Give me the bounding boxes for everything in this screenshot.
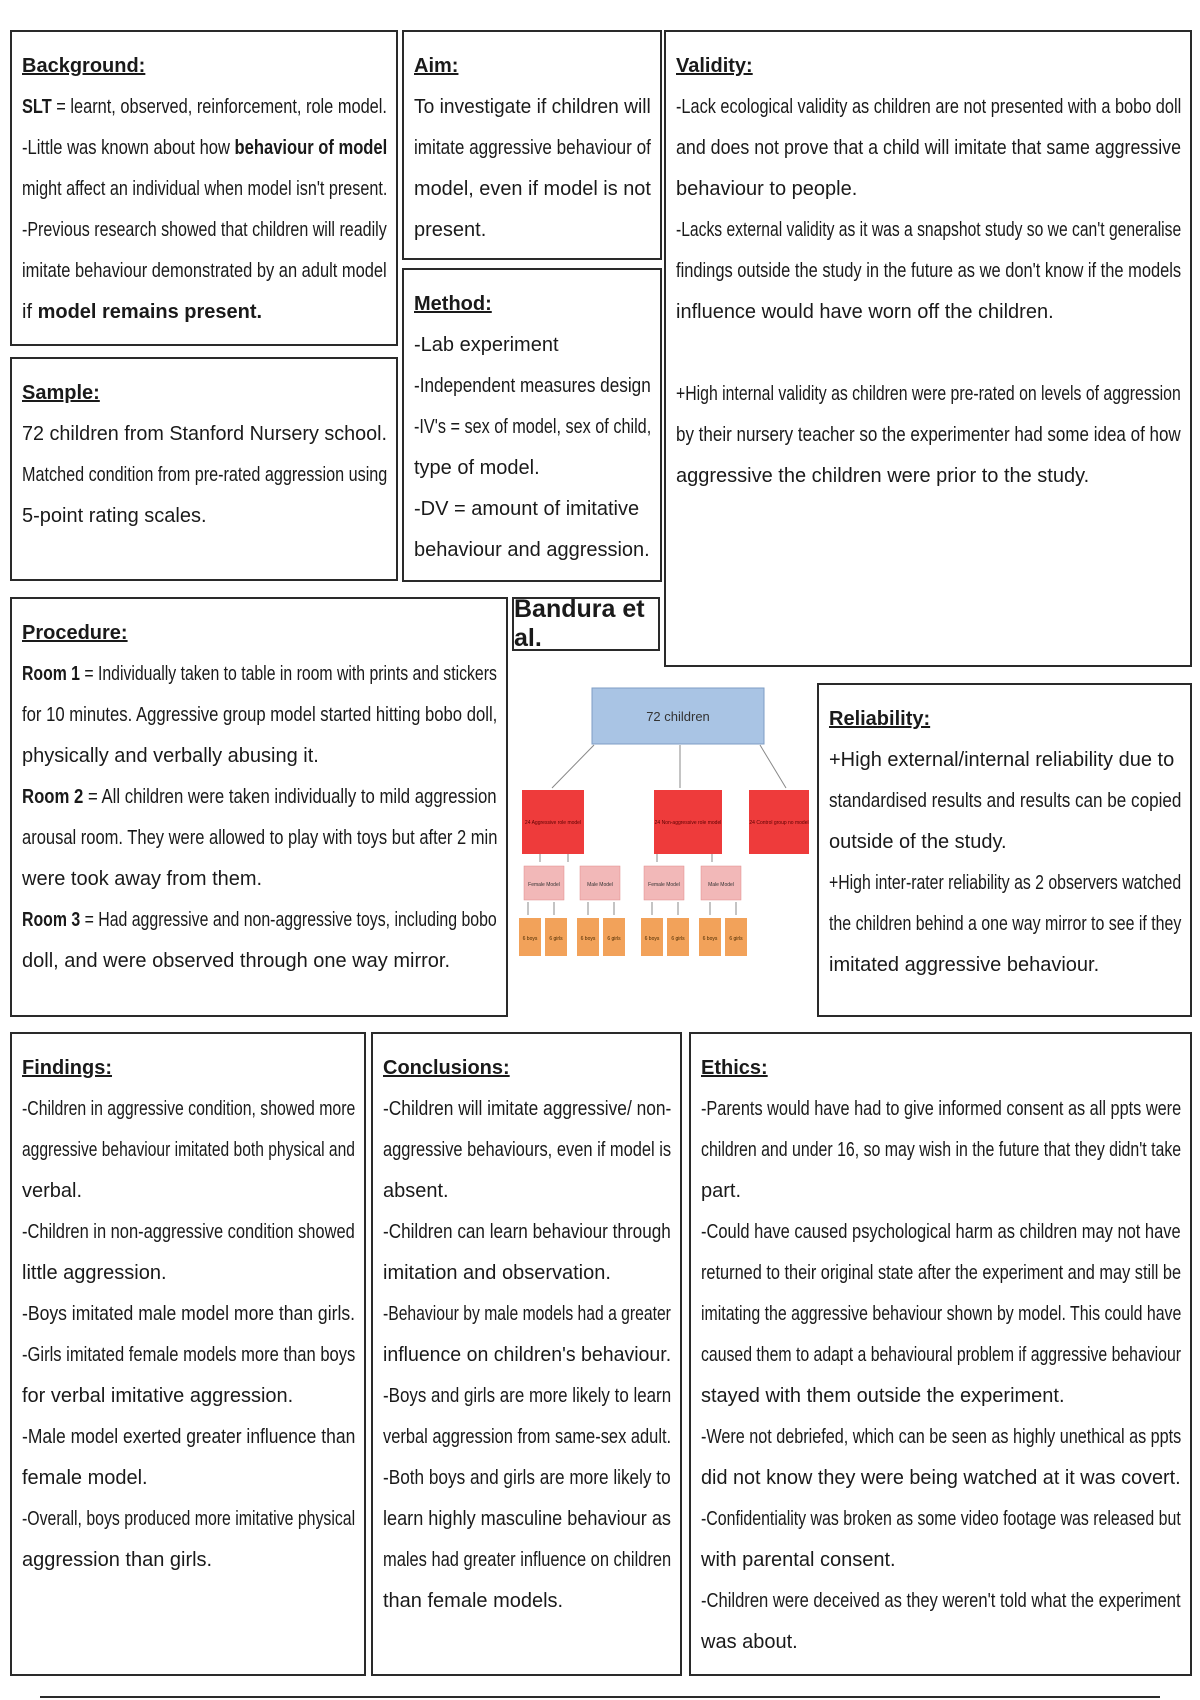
conclusions-line: than female models.: [383, 1590, 564, 1612]
ethics-line: -Were not debriefed, which can be seen as highly unethical as ppts: [701, 1426, 1182, 1448]
findings-line: -Children in non-aggressive condition showed: [22, 1221, 355, 1243]
conclusions-line: -Boys and girls are more likely to learn: [383, 1385, 672, 1407]
sample-line: 5-point rating scales.: [22, 505, 207, 527]
procedure-line: were took away from them.: [22, 868, 263, 890]
diagram-leaf-label: 6 girls: [607, 936, 621, 942]
diagram-leaf-label: 6 boys: [580, 936, 596, 942]
findings-line: for verbal imitative aggression.: [22, 1385, 294, 1407]
reliability-line: standardised results and results can be copied: [829, 790, 1182, 812]
findings-line: aggressive behaviour imitated both physical and: [22, 1139, 355, 1161]
procedure-line: arousal room. They were allowed to play with toys but after 2 min: [22, 827, 498, 849]
ethics-line: did not know they were being watched at it was covert.: [701, 1467, 1181, 1489]
ethics-line: imitating the aggressive behaviour shown by model. This could have: [701, 1303, 1182, 1325]
procedure-line: Room 1 = Individually taken to table in room with prints and stickers: [22, 663, 497, 685]
sample-line: Matched condition from pre-rated aggression using: [22, 464, 388, 486]
aim-line: present.: [414, 219, 487, 241]
findings-line: -Children in aggressive condition, showed more: [22, 1098, 356, 1120]
conclusions-line: influence on children's behaviour.: [383, 1344, 672, 1366]
ethics-box: [689, 1032, 1192, 1676]
diagram-root-label: 72 children: [646, 709, 710, 724]
conclusions-line: -Children will imitate aggressive/ non-: [383, 1098, 672, 1120]
ethics-line: -Children were deceived as they weren't told what the experiment: [701, 1590, 1181, 1612]
validity-line: -Lacks external validity as it was a snapshot study so we can't generalise: [676, 219, 1182, 241]
conclusions-line: -Behaviour by male models had a greater: [383, 1303, 671, 1325]
procedure-line: for 10 minutes. Aggressive group model started hitting bobo doll,: [22, 704, 498, 726]
findings-box: [10, 1032, 366, 1676]
ethics-line: was about.: [701, 1631, 798, 1653]
findings-line: aggression than girls.: [22, 1549, 213, 1571]
reliability-title: Reliability:: [829, 708, 931, 730]
reliability-line: +High inter-rater reliability as 2 observers watched: [829, 872, 1182, 894]
procedure-box: [10, 597, 508, 1017]
study-design-diagram: [512, 682, 812, 1022]
findings-line: -Male model exerted greater influence than: [22, 1426, 356, 1448]
diagram-group-label: 24 Control group no model: [749, 820, 809, 826]
findings-line: verbal.: [22, 1180, 83, 1202]
findings-line: -Boys imitated male model more than girls.: [22, 1303, 356, 1325]
procedure-line: physically and verbally abusing it.: [22, 745, 319, 767]
background-line: might affect an individual when model isn't present.: [22, 178, 388, 200]
ethics-line: -Parents would have had to give informed consent as all ppts were: [701, 1098, 1182, 1120]
background-line: if model remains present.: [22, 301, 263, 323]
method-box: [402, 268, 662, 582]
procedure-line: doll, and were observed through one way mirror.: [22, 950, 451, 972]
conclusions-line: absent.: [383, 1180, 449, 1202]
ethics-title: Ethics:: [701, 1057, 768, 1079]
background-title: Background:: [22, 55, 146, 77]
background-box: [10, 30, 398, 346]
aim-line: To investigate if children will: [414, 96, 651, 118]
findings-line: -Overall, boys produced more imitative physical: [22, 1508, 356, 1530]
method-line: -Independent measures design: [414, 375, 651, 397]
method-line: type of model.: [414, 457, 540, 479]
reliability-line: outside of the study.: [829, 831, 1007, 853]
conclusions-line: males had greater influence on children: [383, 1549, 672, 1571]
procedure-line: Room 2 = All children were taken individually to mild aggression: [22, 786, 497, 808]
diagram-sub-label: Male Model: [708, 882, 734, 888]
validity-line: +High internal validity as children were pre-rated on levels of aggression: [676, 383, 1181, 405]
validity-line: findings outside the study in the future as we don't know if the models: [676, 260, 1182, 282]
diagram-leaf-label: 6 girls: [549, 936, 563, 942]
validity-line: by their nursery teacher so the experimenter had some idea of how: [676, 424, 1181, 446]
aim-box: [402, 30, 662, 260]
validity-line: aggressive the children were prior to the study.: [676, 465, 1090, 487]
conclusions-line: -Both boys and girls are more likely to: [383, 1467, 671, 1489]
aim-line: model, even if model is not: [414, 178, 651, 200]
reliability-box: [817, 683, 1192, 1017]
diagram-group-label: 24 Aggressive role model: [524, 820, 582, 826]
conclusions-line: verbal aggression from same-sex adult.: [383, 1426, 672, 1448]
conclusions-title: Conclusions:: [383, 1057, 510, 1079]
room-2-label: Room 2: [22, 786, 84, 808]
diagram-leaf-label: 6 boys: [644, 936, 660, 942]
validity-line: and does not prove that a child will imitate that same aggressive: [676, 137, 1181, 159]
sample-box: [10, 357, 398, 581]
procedure-title: Procedure:: [22, 622, 128, 644]
background-line: imitate behaviour demonstrated by an adult model: [22, 260, 387, 282]
ethics-line: -Could have caused psychological harm as children may not have: [701, 1221, 1181, 1243]
method-line: -Lab experiment: [414, 334, 559, 356]
diagram-sub-label: Female Model: [648, 882, 680, 888]
findings-line: female model.: [22, 1467, 148, 1489]
bandura-label: Bandura et al.: [512, 597, 660, 651]
diagram-leaf-label: 6 boys: [522, 936, 538, 942]
procedure-line: Room 3 = Had aggressive and non-aggressive toys, including bobo: [22, 909, 497, 931]
diagram-group-label: 24 Non-aggressive role model: [654, 820, 722, 826]
validity-line: behaviour to people.: [676, 178, 858, 200]
reliability-line: imitated aggressive behaviour.: [829, 954, 1100, 976]
ethics-line: with parental consent.: [701, 1549, 896, 1571]
conclusions-line: aggressive behaviours, even if model is: [383, 1139, 672, 1161]
sample-line: 72 children from Stanford Nursery school.: [22, 423, 388, 445]
conclusions-box: [371, 1032, 682, 1676]
diagram-leaf-label: 6 girls: [671, 936, 685, 942]
conclusions-line: learn highly masculine behaviour as: [383, 1508, 671, 1530]
diagram-sub-label: Male Model: [587, 882, 613, 888]
page-bottom-rule: [40, 1696, 1160, 1698]
aim-title: Aim:: [414, 55, 459, 77]
method-title: Method:: [414, 293, 492, 315]
background-line: -Previous research showed that children will readily: [22, 219, 387, 241]
method-line: -IV's = sex of model, sex of child,: [414, 416, 652, 438]
ethics-line: -Confidentiality was broken as some video footage was released but: [701, 1508, 1181, 1530]
validity-line: -Lack ecological validity as children are not presented with a bobo doll: [676, 96, 1182, 118]
diagram-sub-label: Female Model: [528, 882, 560, 888]
method-line: behaviour and aggression.: [414, 539, 650, 561]
reliability-line: +High external/internal reliability due to: [829, 749, 1175, 771]
diagram-leaf-label: 6 girls: [729, 936, 743, 942]
validity-title: Validity:: [676, 55, 753, 77]
conclusions-line: -Children can learn behaviour through: [383, 1221, 671, 1243]
diagram-leaf-label: 6 boys: [702, 936, 718, 942]
validity-box: [664, 30, 1192, 667]
reliability-line: the children behind a one way mirror to see if they: [829, 913, 1182, 935]
ethics-line: returned to their original state after the experiment and may still be: [701, 1262, 1182, 1284]
findings-title: Findings:: [22, 1057, 112, 1079]
ethics-line: part.: [701, 1180, 742, 1202]
background-line: SLT = learnt, observed, reinforcement, role model.: [22, 96, 387, 118]
sample-title: Sample:: [22, 382, 100, 404]
slt-term: SLT: [22, 96, 52, 118]
ethics-line: caused them to adapt a behavioural problem if aggressive behaviour: [701, 1344, 1182, 1366]
findings-line: little aggression.: [22, 1262, 167, 1284]
diagram-leaves: [519, 918, 747, 956]
room-1-label: Room 1: [22, 663, 80, 685]
method-line: -DV = amount of imitative: [414, 498, 640, 520]
ethics-line: children and under 16, so may wish in the future that they didn't take: [701, 1139, 1182, 1161]
background-line: -Little was known about how behaviour of model: [22, 137, 388, 159]
aim-line: imitate aggressive behaviour of: [414, 137, 651, 159]
findings-line: -Girls imitated female models more than boys: [22, 1344, 356, 1366]
ethics-line: stayed with them outside the experiment.: [701, 1385, 1065, 1407]
conclusions-line: imitation and observation.: [383, 1262, 611, 1284]
room-3-label: Room 3: [22, 909, 81, 931]
validity-line: influence would have worn off the children.: [676, 301, 1054, 323]
